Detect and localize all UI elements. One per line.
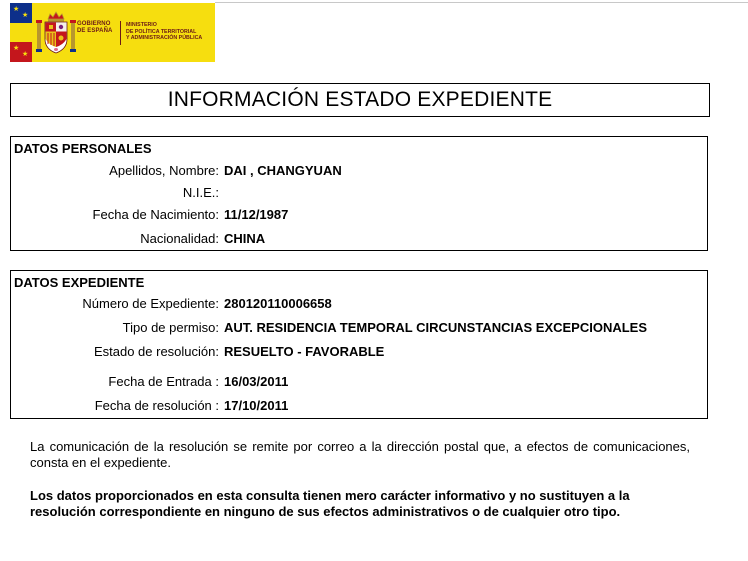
permit-type-value: AUT. RESIDENCIA TEMPORAL CIRCUNSTANCIAS EXCEPCIONALES [224, 320, 648, 335]
birthdate-row [11, 207, 701, 223]
file-number-label: Número de Expediente: [82, 296, 219, 311]
notification-notice: La comunicación de la resolución se remite por correo a la dirección postal que, a efectos de comunicaciones, consta en el expediente. [30, 439, 690, 470]
entry-date-label: Fecha de Entrada : [108, 374, 219, 389]
star-icon: ★ [22, 32, 29, 39]
permit-type-row [11, 320, 701, 336]
file-data-heading: DATOS EXPEDIENTE [14, 275, 145, 290]
star-icon: ★ [22, 51, 29, 58]
resolution-date-label: Fecha de resolución : [94, 398, 219, 413]
ministry-name: MINISTERIO DE POLÍTICA TERRITORIAL Y ADMINISTRACIÓN PÚBLICA [126, 22, 203, 41]
personal-data-heading: DATOS PERSONALES [14, 141, 152, 156]
government-name: GOBIERNO DE ESPAÑA [77, 21, 113, 34]
name-label: Apellidos, Nombre: [109, 163, 219, 178]
file-data-panel [10, 270, 708, 419]
resolution-status-value: RESUELTO - FAVORABLE [224, 344, 385, 359]
page-title: INFORMACIÓN ESTADO EXPEDIENTE [167, 88, 553, 111]
entry-date-value: 16/03/2011 [224, 374, 289, 389]
birthdate-value: 11/12/1987 [224, 207, 289, 222]
star-icon: ★ [13, 25, 20, 32]
resolution-date-value: 17/10/2011 [224, 398, 289, 413]
header-divider [215, 2, 748, 3]
page-title-box [10, 83, 710, 117]
nationality-row [11, 231, 701, 247]
resolution-status-label: Estado de resolución: [93, 344, 219, 359]
permit-type-label: Tipo de permiso: [122, 320, 219, 335]
star-icon: ★ [13, 45, 20, 52]
resolution-date-row [11, 398, 701, 414]
file-number-value: 280120110006658 [224, 296, 332, 311]
star-icon: ★ [13, 6, 20, 13]
nationality-value: CHINA [224, 231, 266, 246]
eu-flag-band [10, 3, 32, 62]
legal-disclaimer: Los datos proporcionados en esta consulta tienen mero carácter informativo y no sustituyen a la resolución correspondiente en ninguno de sus efectos administrativos o de cualquier otro tipo. [30, 488, 630, 519]
star-icon: ★ [22, 12, 29, 19]
logo-separator [120, 21, 121, 45]
file-number-row [11, 296, 701, 312]
name-value: DAI , CHANGYUAN [224, 163, 342, 178]
coat-of-arms-icon [36, 11, 76, 55]
birthdate-label: Fecha de Nacimiento: [92, 207, 219, 222]
nationality-label: Nacionalidad: [140, 231, 219, 246]
nie-row [11, 185, 701, 201]
name-row [11, 163, 701, 179]
government-logo [10, 3, 215, 62]
resolution-status-row [11, 344, 701, 360]
nie-label: N.I.E.: [182, 185, 219, 200]
personal-data-panel [10, 136, 708, 251]
entry-date-row [11, 374, 701, 390]
